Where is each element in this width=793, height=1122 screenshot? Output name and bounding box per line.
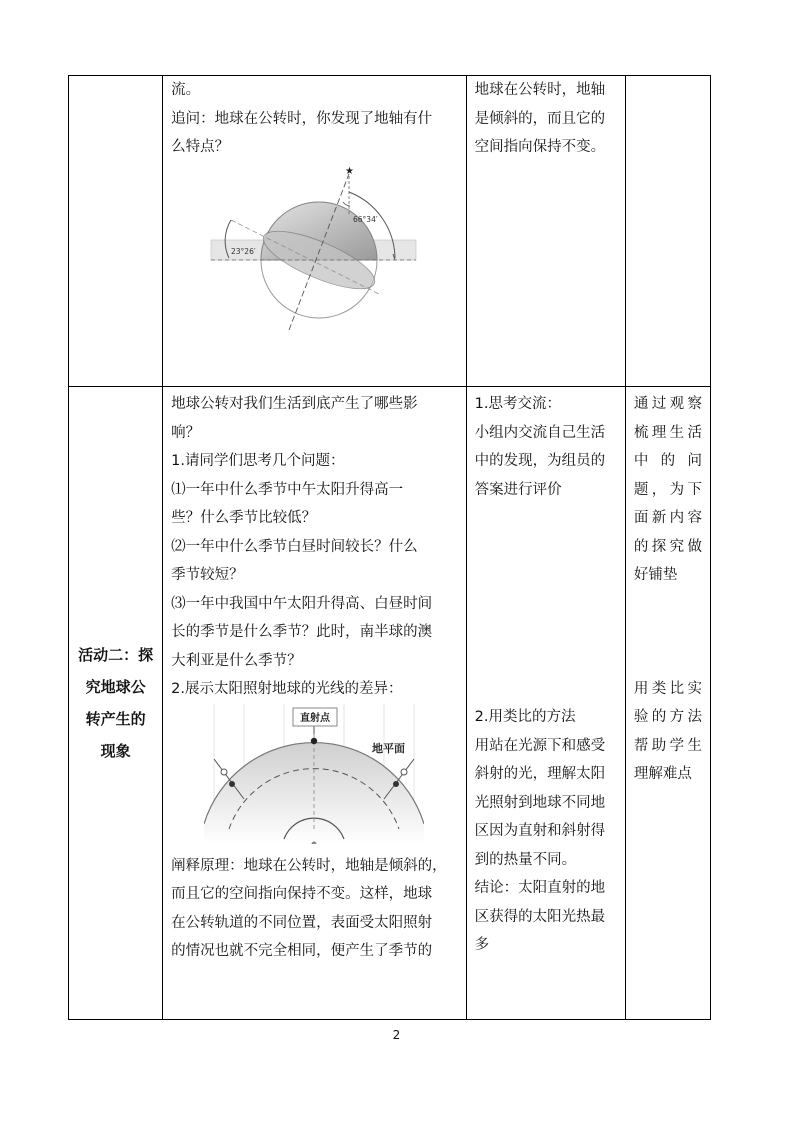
text-line: 结论：太阳直射的地 <box>474 880 606 896</box>
text-line: 么特点？ <box>171 139 230 155</box>
student-activity-cell <box>466 387 625 1020</box>
text-line: 些？什么季节比较低？ <box>171 510 317 526</box>
text-line: 追问：地球在公转时，你发现了地轴有什 <box>171 110 433 127</box>
text-line: 而且它的空间指向保持不变。这样，地球 <box>171 886 433 902</box>
text-line: 地球公转对我们生活到底产生了哪些影 <box>171 396 418 412</box>
text-line: 季节较短？ <box>171 567 244 583</box>
text-line: 通过观察 <box>633 396 702 412</box>
text-line: ⑶一年中我国中午太阳升得高、白昼时间 <box>171 595 433 612</box>
sun-rays-diagram <box>204 704 424 844</box>
angle-label-66: 66°34′ <box>353 214 378 224</box>
text-line: 2.展示太阳照射地球的光线的差异： <box>171 681 403 697</box>
text-line: 响？ <box>171 424 201 441</box>
text-line: ⑵一年中什么季节白昼时间较长？什么 <box>171 538 418 555</box>
text-line: 小组内交流自己生活 <box>474 424 606 441</box>
text-line: 区因为直射和斜射得 <box>474 823 606 839</box>
text-line: 验的方法 <box>633 709 702 725</box>
star-icon: ★ <box>345 165 355 177</box>
text-line: 大利亚是什么季节？ <box>171 652 302 669</box>
text-line: 到的热量不同。 <box>474 851 577 868</box>
horizon-label: 地平面 <box>372 741 406 755</box>
activity-title-line: 活动二：探 <box>78 646 154 664</box>
text-line: 好铺垫 <box>633 567 678 583</box>
text-line: 是倾斜的，而且它的 <box>474 110 606 127</box>
activity-cell-empty <box>69 76 163 387</box>
text-line: 多 <box>474 937 490 953</box>
text-line: 区获得的太阳光热最 <box>474 908 606 925</box>
text-line: 的探究做 <box>633 538 702 555</box>
activity-title-line: 究地球公 <box>85 678 146 696</box>
text-line: 斜射的光，理解太阳 <box>474 766 606 782</box>
text-line: 在公转轨道的不同位置，表面受太阳照射 <box>171 914 433 931</box>
text-line: ⑴一年中什么季节中午太阳升得高一 <box>171 481 404 498</box>
design-intent-cell-empty <box>625 76 710 387</box>
text-line: 1.请同学们思考几个问题： <box>171 453 345 469</box>
text-line: 面新内容 <box>633 510 702 526</box>
text-line: 中 的 问 <box>633 453 702 469</box>
text-line: 1.思考交流： <box>474 396 561 412</box>
activity-title-line: 转产生的 <box>85 710 146 728</box>
design-intent-cell <box>625 387 710 1020</box>
text-line: 用站在光源下和感受 <box>474 737 606 754</box>
text-line: 题，为下 <box>633 481 702 498</box>
text-line: 光照射到地球不同地 <box>474 794 606 811</box>
lesson-table <box>68 75 711 1020</box>
text-line: 梳理生活 <box>633 424 702 441</box>
text-line: 阐释原理：地球在公转时，地轴是倾斜的， <box>171 857 447 874</box>
text-line: 长的季节是什么季节？此时，南半球的澳 <box>171 624 433 640</box>
direct-point-label: 直射点 <box>300 712 331 724</box>
table-row <box>69 387 711 1020</box>
text-line: 中的发现，为组员的 <box>474 453 606 469</box>
text-line: 空间指向保持不变。 <box>474 139 606 155</box>
text-line: 帮助学生 <box>633 737 702 754</box>
earth-axis-tilt-figure <box>209 162 419 337</box>
student-activity-cell <box>466 76 625 387</box>
teacher-activity-cell <box>163 387 466 1020</box>
text-line: 的情况也就不完全相同，便产生了季节的 <box>171 943 433 959</box>
teacher-activity-cell <box>163 76 466 387</box>
activity-title-line: 现象 <box>100 742 131 760</box>
text-line: 流。 <box>171 82 201 98</box>
text-line: 地球在公转时，地轴 <box>474 82 606 98</box>
table-row <box>69 76 711 387</box>
text-line: 2.用类比的方法 <box>474 709 576 725</box>
page-number: 2 <box>392 1028 401 1042</box>
angle-label-23: 23°26′ <box>231 246 256 256</box>
activity-title-cell <box>69 387 163 1020</box>
text-line: 理解难点 <box>633 766 692 782</box>
text-line: 用类比实 <box>633 680 702 697</box>
text-line: 答案进行评价 <box>474 481 562 498</box>
